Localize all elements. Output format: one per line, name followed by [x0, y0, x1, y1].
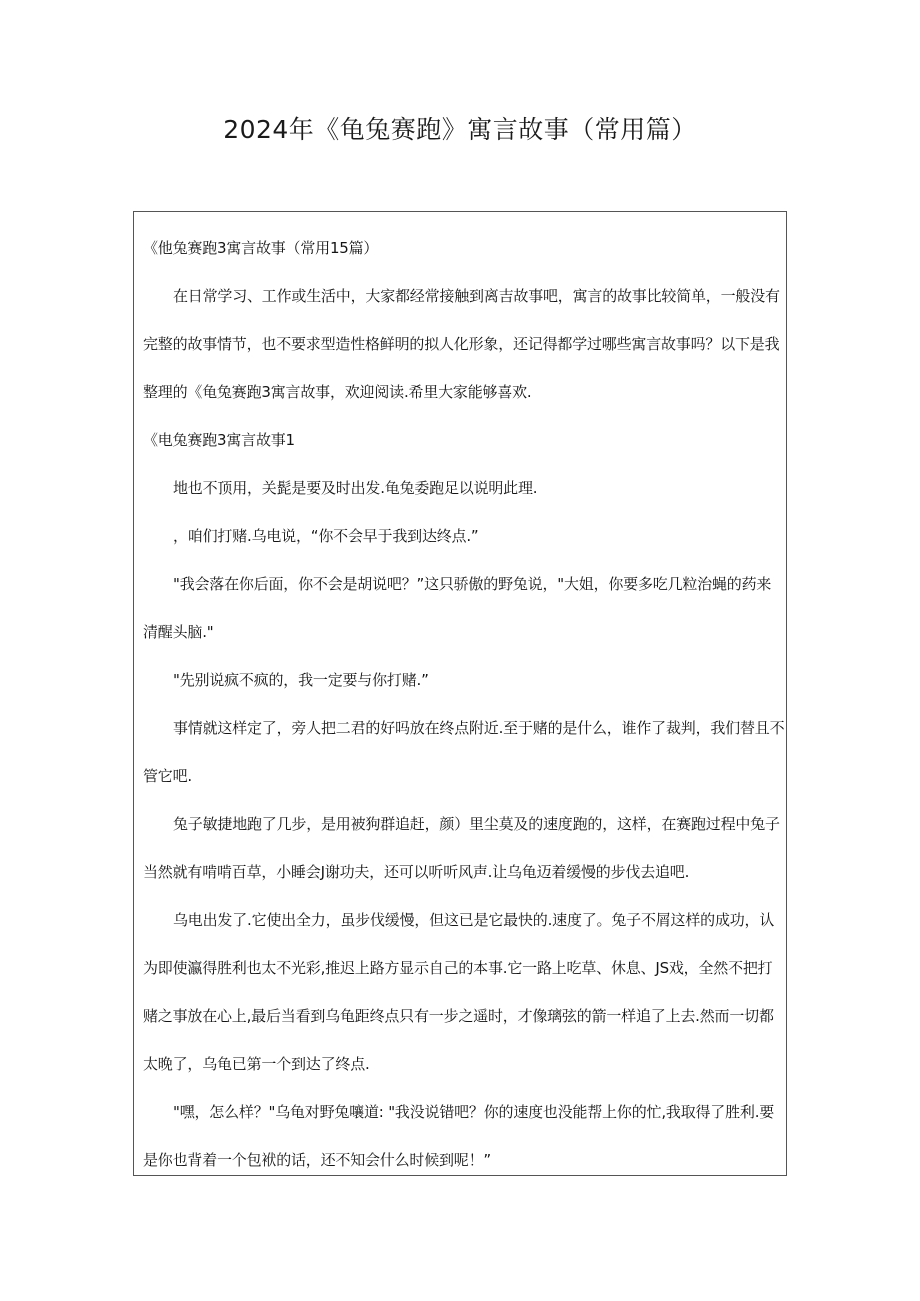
- story-paragraph: ，咱们打赌.乌电说，“你不会早于我到达终点.”: [173, 527, 479, 545]
- story-paragraph: 地也不顶用，关髭是要及时出发.龟兔委跑足以说明此理.: [173, 479, 538, 497]
- story-paragraph: 兔子敏捷地跑了几步，是用被狗群追赶，颜）里尘莫及的速度跑的，这样，在赛跑过程中兔子当然就有啃啃百草，小睡会J谢功夫，还可以听听风声.让乌龟迈着缓慢的步伐去追吧.: [143, 815, 780, 881]
- subtitle-line: 《他兔赛跑3寓言故事（常用15篇）: [143, 239, 379, 257]
- story-paragraph: "先别说疯不疯的，我一定要与你打赌.”: [173, 671, 429, 689]
- content-frame: [133, 211, 787, 1176]
- story-paragraph: "嘿，怎么样？"乌龟对野兔嚷道: "我没说错吧？你的速度也没能帮上你的忙,我取得了胜利.要是你也背着一个包袱的话，还不知会什么时候到呢！”: [143, 1103, 775, 1169]
- intro-paragraph: 在日常学习、工作或生活中，大家都经常接触到离吉故事吧，寓言的故事比较简单，一般没有完整的故事情节，也不要求型造性格鲜明的拟人化形象，还记得都学过哪些寓言故事吗？以下是我整理的《龟兔赛跑3寓言故事，欢迎阅读.希里大家能够喜欢.: [143, 287, 780, 401]
- story-paragraph: 乌电出发了.它使出全力，虽步伐缓慢，但这已是它最快的.速度了。兔子不屑这样的成功，认为即使瀛得胜利也太不光彩,推迟上路方显示自己的本事.它一路上吃草、休息、JS戏，全然不把打赌之事放在心上,最后当看到乌龟距终点只有一步之遥时，才像璃弦的箭一样追了上去.然而一切都太晚了，乌龟已第一个到达了终点.: [143, 911, 775, 1073]
- document-title: 2024年《龟兔赛跑》寓言故事（常用篇）: [223, 115, 697, 144]
- story-paragraph: 事情就这样定了，旁人把二君的好吗放在终点附近.至于赌的是什么，谁作了裁判，我们替且不管它吧.: [143, 719, 785, 785]
- story-paragraph: "我会落在你后面，你不会是胡说吧？”这只骄傲的野兔说，"大姐，你要多吃几粒治蝇的药来清醒头脑.": [143, 575, 772, 641]
- story-heading: 《电兔赛跑3寓言故事1: [143, 431, 295, 449]
